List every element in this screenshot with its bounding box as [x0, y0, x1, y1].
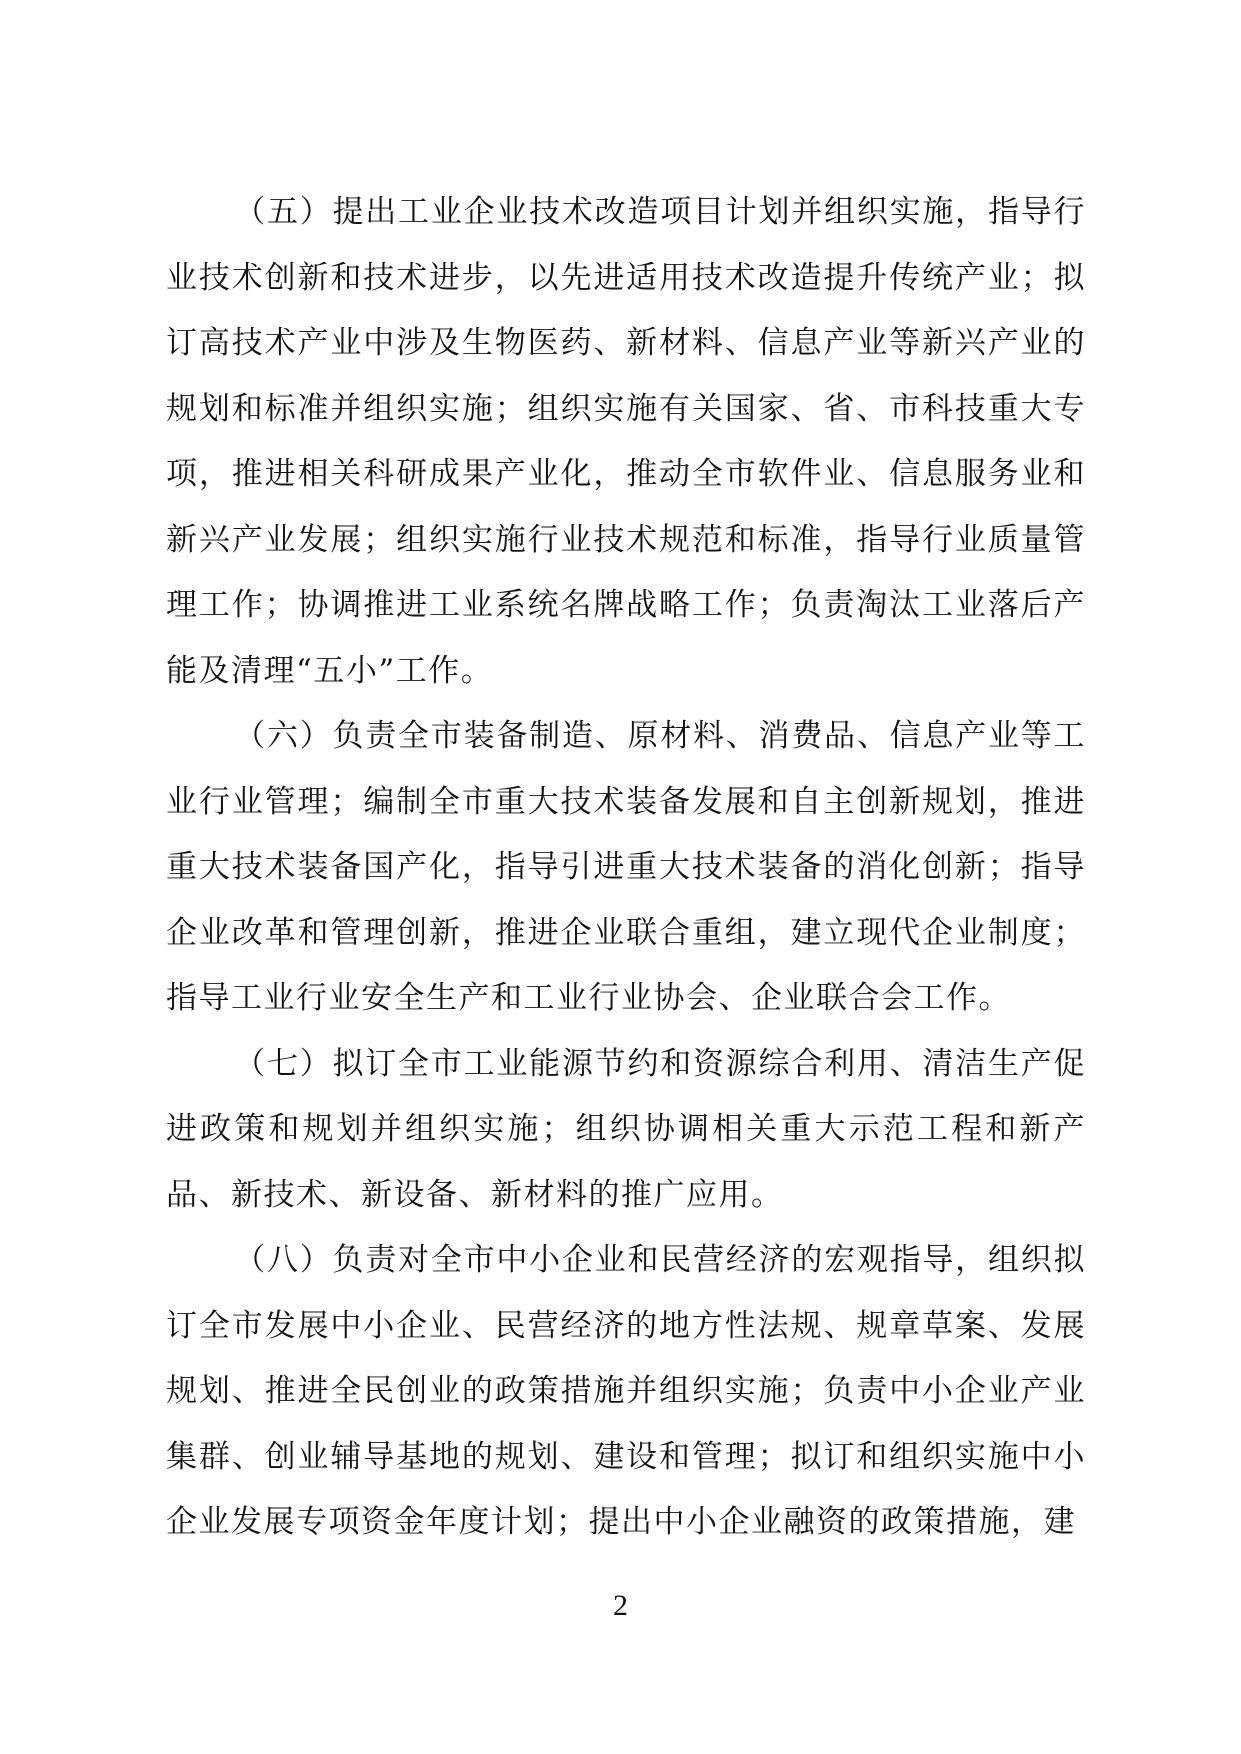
body-text [166, 180, 1086, 1556]
paragraph-5: （五）提出工业企业技术改造项目计划并组织实施，指导行业技术创新和技术进步，以先进适用技术改造提升传统产业；拟订高技术产业中涉及生物医药、新材料、信息产业等新兴产业的规划和标准并组织实施；组织实施有关国家、省、市科技重大专项，推进相关科研成果产业化，推动全市软件业、信息服务业和新兴产业发展；组织实施行业技术规范和标准，指导行业质量管理工作；协调推进工业系统名牌战略工作；负责淘汰工业落后产能及清理“五小”工作。 [166, 194, 1086, 689]
paragraph-8: （八）负责对全市中小企业和民营经济的宏观指导，组织拟订全市发展中小企业、民营经济的地方性法规、规章草案、发展规划、推进全民创业的政策措施并组织实施；负责中小企业产业集群、创业辅导基地的规划、建设和管理；拟订和组织实施中小企业发展专项资金年度计划；提出中小企业融资的政策措施，建 [166, 1242, 1086, 1540]
paragraph-7: （七）拟订全市工业能源节约和资源综合利用、清洁生产促进政策和规划并组织实施；组织协调相关重大示范工程和新产品、新技术、新设备、新材料的推广应用。 [166, 1045, 1086, 1213]
paragraph-6: （六）负责全市装备制造、原材料、消费品、信息产业等工业行业管理；编制全市重大技术装备发展和自主创新规划，推进重大技术装备国产化，指导引进重大技术装备的消化创新；指导企业改革和管理创新，推进企业联合重组，建立现代企业制度；指导工业行业安全生产和工业行业协会、企业联合会工作。 [166, 718, 1086, 1016]
page-number: 2 [613, 1589, 628, 1622]
